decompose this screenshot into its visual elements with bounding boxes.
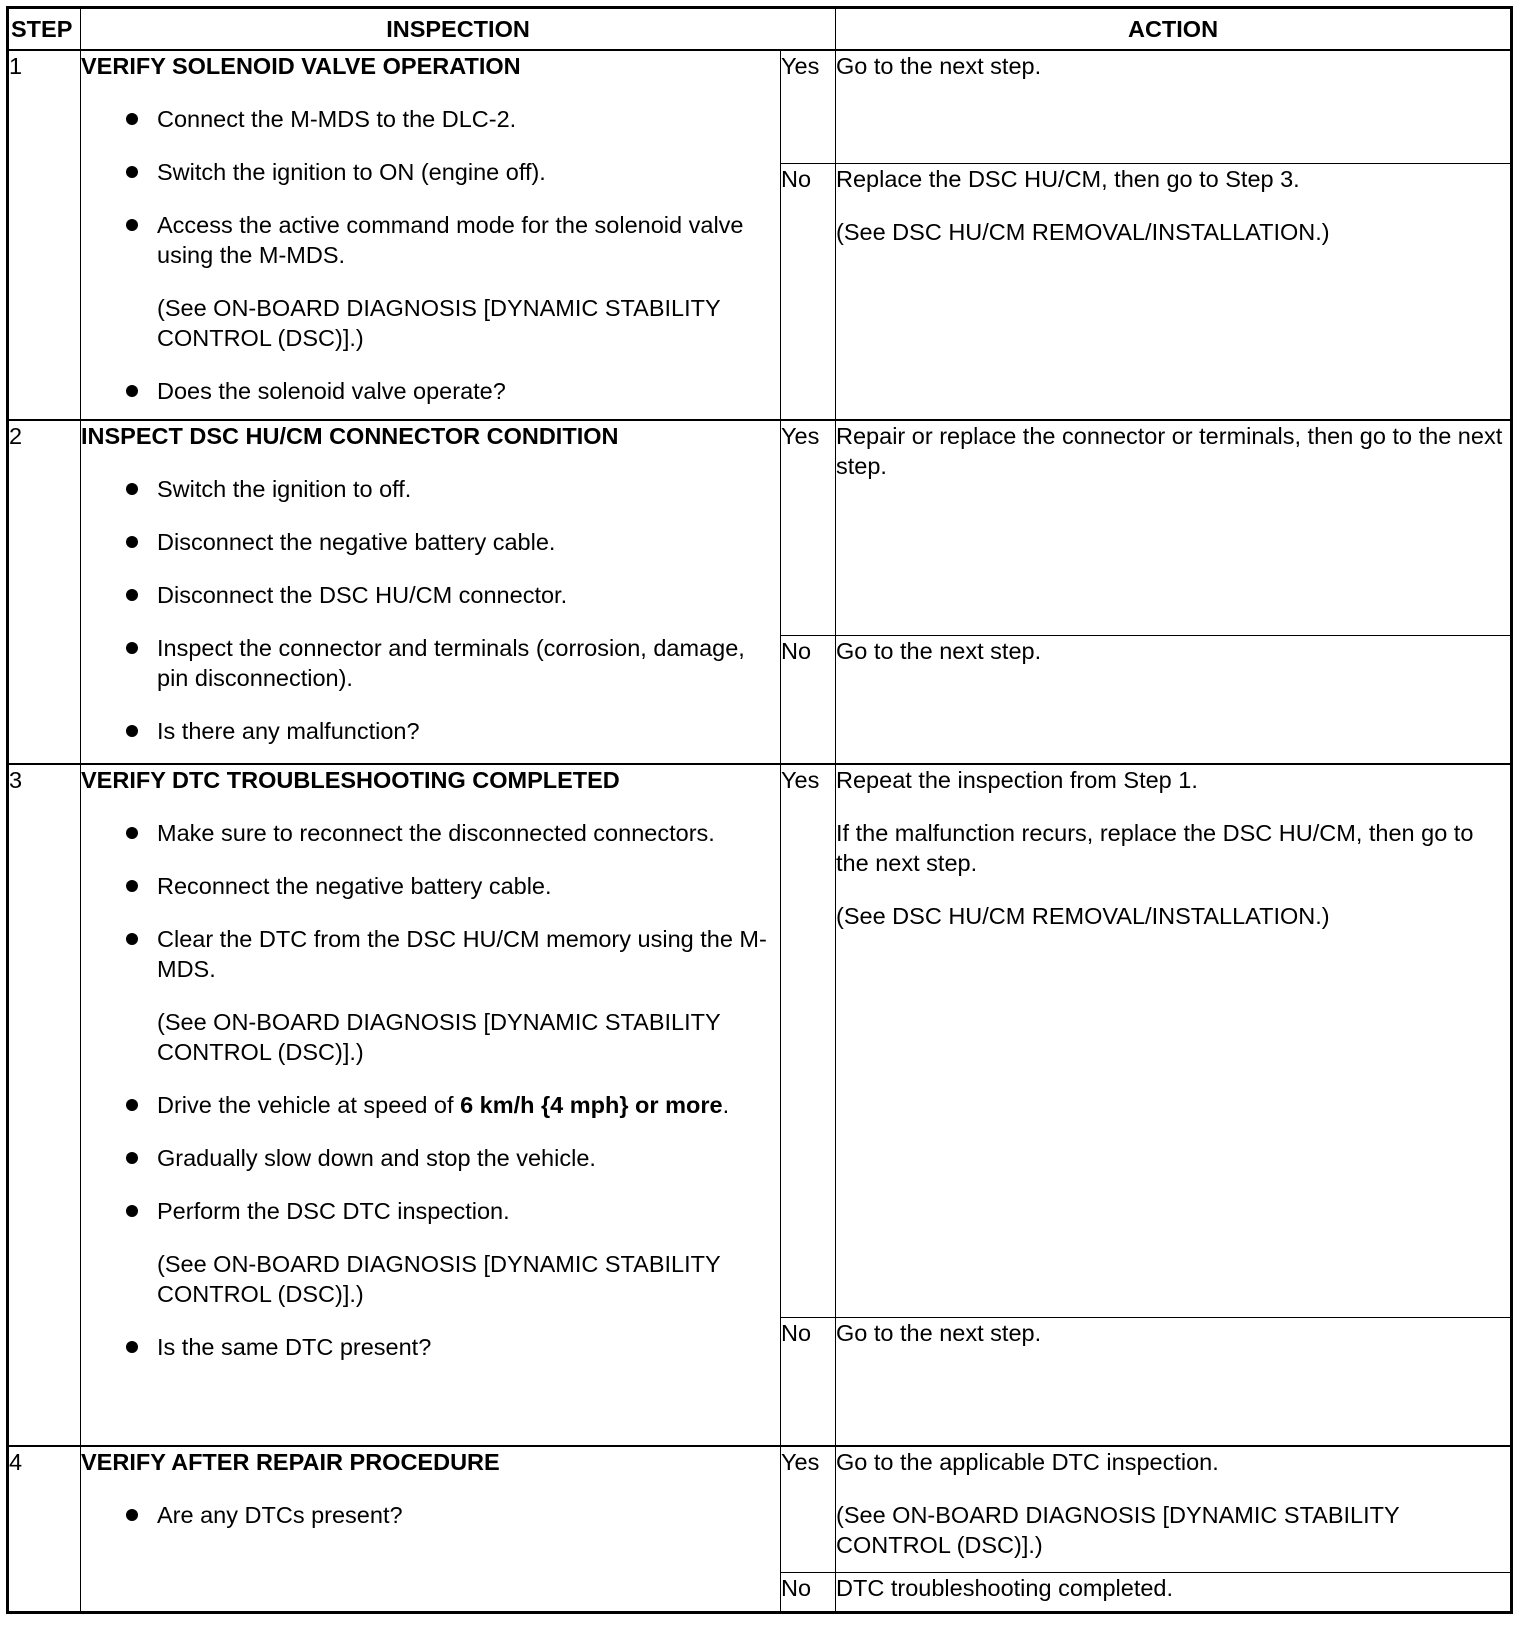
action-text: (See DSC HU/CM REMOVAL/INSTALLATION.) (836, 218, 1330, 245)
item-text: Is the same DTC present? (157, 1334, 432, 1360)
item-text: Are any DTCs present? (157, 1502, 403, 1528)
inspection-bullet-item (81, 580, 780, 610)
no-action-cell (836, 1317, 1512, 1446)
no-action-cell (836, 1572, 1512, 1612)
yes-label: Yes (781, 50, 836, 163)
no-label: No (781, 1572, 836, 1612)
inspection-bullet-item (81, 1332, 780, 1362)
item-text: Is there any malfunction? (157, 718, 420, 744)
inspection-reference-note (81, 293, 780, 353)
item-text: Access the active command mode for the solenoid valve using the M-MDS. (157, 212, 744, 268)
inspection-bullet-item (81, 633, 780, 693)
item-text: (See ON-BOARD DIAGNOSIS [DYNAMIC STABILITY CONTROL (DSC)].) (157, 295, 721, 351)
table-header-row (8, 8, 1512, 51)
troubleshooting-table (6, 6, 1513, 1614)
yes-action-cell (836, 1446, 1512, 1572)
inspection-reference-note (81, 1249, 780, 1309)
item-suffix: . (722, 1092, 730, 1118)
step-number: 3 (8, 764, 81, 1446)
step-title: INSPECT DSC HU/CM CONNECTOR CONDITION (81, 423, 619, 449)
inspection-bullet-item (81, 527, 780, 557)
inspection-bullet-item (81, 1090, 780, 1120)
item-text: (See ON-BOARD DIAGNOSIS [DYNAMIC STABILITY CONTROL (DSC)].) (157, 1251, 721, 1307)
action-text: Go to the applicable DTC inspection. (836, 1449, 1219, 1475)
item-text: Switch the ignition to off. (157, 476, 412, 502)
inspection-list (81, 104, 780, 406)
inspection-bullet-item (81, 1500, 780, 1530)
inspection-bullet-item (81, 376, 780, 406)
no-label: No (781, 163, 836, 420)
inspection-column-header: INSPECTION (81, 8, 836, 51)
item-text: Switch the ignition to ON (engine off). (157, 159, 546, 185)
item-text: Drive the vehicle at speed of (157, 1092, 461, 1118)
action-text: If the malfunction recurs, replace the DSC HU/CM, then go to the next step. (836, 820, 1474, 876)
action-text: Repair or replace the connector or terminals, then go to the next step. (836, 423, 1503, 479)
item-emphasis: 6 km/h {4 mph} or more (460, 1092, 723, 1118)
item-text: Disconnect the DSC HU/CM connector. (157, 582, 568, 608)
item-text: Connect the M-MDS to the DLC-2. (157, 106, 517, 132)
inspection-list (81, 1500, 780, 1530)
no-action-cell (836, 163, 1512, 420)
inspection-bullet-item (81, 818, 780, 848)
item-text: (See ON-BOARD DIAGNOSIS [DYNAMIC STABILITY CONTROL (DSC)].) (157, 1009, 721, 1065)
action-text: Go to the next step. (836, 1319, 1042, 1346)
yes-action-cell (836, 50, 1512, 163)
action-column-header: ACTION (836, 8, 1512, 51)
action-text: Repeat the inspection from Step 1. (836, 767, 1198, 793)
inspection-cell (81, 764, 781, 1446)
yes-label: Yes (781, 420, 836, 635)
step-number: 1 (8, 50, 81, 420)
no-action-cell (836, 635, 1512, 764)
yes-label: Yes (781, 1446, 836, 1572)
inspection-cell (81, 50, 781, 420)
item-text: Make sure to reconnect the disconnected connectors. (157, 820, 715, 846)
step-number: 4 (8, 1446, 81, 1612)
item-text: Clear the DTC from the DSC HU/CM memory using the M-MDS. (157, 926, 767, 982)
inspection-bullet-item (81, 210, 780, 270)
procedure-sheet (6, 6, 1510, 1630)
yes-label: Yes (781, 764, 836, 1317)
action-text: Go to the next step. (836, 53, 1042, 79)
inspection-bullet-item (81, 1196, 780, 1226)
inspection-cell (81, 1446, 781, 1612)
inspection-bullet-item (81, 924, 780, 984)
step-row-yes (8, 764, 1512, 1317)
no-label: No (781, 1317, 836, 1446)
inspection-bullet-item (81, 104, 780, 134)
inspection-list (81, 818, 780, 1362)
no-label: No (781, 635, 836, 764)
item-text: Reconnect the negative battery cable. (157, 873, 552, 899)
action-text: (See DSC HU/CM REMOVAL/INSTALLATION.) (836, 903, 1330, 929)
inspection-bullet-item (81, 871, 780, 901)
step-row-yes (8, 420, 1512, 635)
step-row-yes (8, 50, 1512, 163)
item-text: Perform the DSC DTC inspection. (157, 1198, 510, 1224)
inspection-bullet-item (81, 716, 780, 746)
inspection-bullet-item (81, 157, 780, 187)
item-text: Disconnect the negative battery cable. (157, 529, 556, 555)
yes-action-cell (836, 420, 1512, 635)
inspection-list (81, 474, 780, 746)
step-title: VERIFY DTC TROUBLESHOOTING COMPLETED (81, 767, 620, 793)
inspection-cell (81, 420, 781, 764)
item-text: Inspect the connector and terminals (corrosion, damage, pin disconnection). (157, 635, 745, 691)
inspection-reference-note (81, 1007, 780, 1067)
action-text: Replace the DSC HU/CM, then go to Step 3. (836, 165, 1300, 192)
yes-action-cell (836, 764, 1512, 1317)
inspection-bullet-item (81, 474, 780, 504)
step-row-yes (8, 1446, 1512, 1572)
action-text: DTC troubleshooting completed. (836, 1574, 1174, 1601)
item-text: Does the solenoid valve operate? (157, 378, 506, 404)
action-text: (See ON-BOARD DIAGNOSIS [DYNAMIC STABILITY CONTROL (DSC)].) (836, 1502, 1400, 1558)
step-column-header: STEP (8, 8, 81, 51)
inspection-bullet-item (81, 1143, 780, 1173)
step-number: 2 (8, 420, 81, 764)
step-title: VERIFY SOLENOID VALVE OPERATION (81, 53, 521, 79)
step-title: VERIFY AFTER REPAIR PROCEDURE (81, 1449, 500, 1475)
item-text: Gradually slow down and stop the vehicle. (157, 1145, 596, 1171)
action-text: Go to the next step. (836, 637, 1042, 664)
